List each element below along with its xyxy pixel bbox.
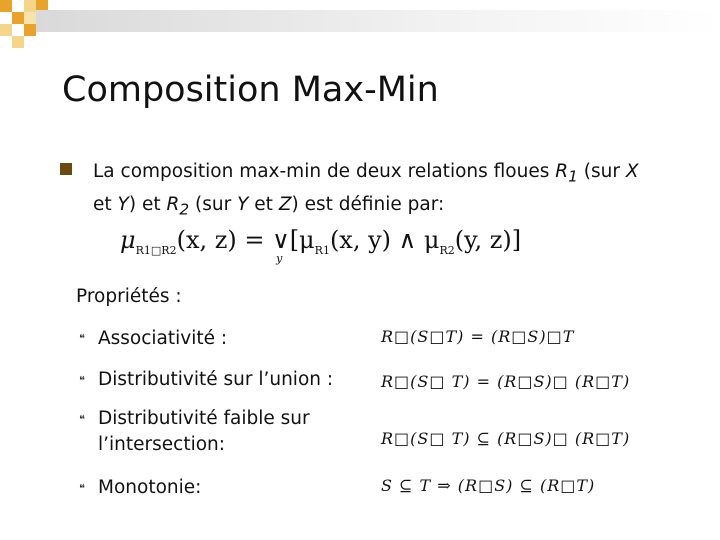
formula-weak-distributivity: R□(S□ T) ⊆ (R□S)□ (R□T) (381, 429, 631, 448)
header-bar (36, 10, 720, 32)
property-distributivity-union: Distributivité sur l’union : (98, 369, 334, 390)
formula-associativity: R□(S□T) = (R□S)□T (381, 327, 575, 346)
properties-heading: Propriétés : (76, 286, 182, 307)
list-bullet-icon: ❝ (79, 332, 85, 345)
formula-monotony: S ⊆ T ⇒ (R□S) ⊆ (R□T) (381, 476, 596, 495)
list-bullet-icon: ❝ (79, 482, 85, 495)
maxmin-formula: $\mu_{R1□R2}(x$, z) = ∨ y [$\mu_{R1}(x$, y) ∧ $\mu_{R2}(y$, z)] (120, 226, 522, 265)
property-associativity: Associativité : (98, 328, 228, 349)
property-weak-distributivity: Distributivité faible sur l’intersection: (98, 408, 310, 455)
square-bullet-icon (60, 163, 72, 175)
list-bullet-icon: ❝ (79, 413, 85, 426)
list-bullet-icon: ❝ (79, 374, 85, 387)
page-title: Composition Max-Min (62, 70, 439, 110)
formula-distributivity-union: R□(S□ T) = (R□S)□ (R□T) (381, 372, 631, 391)
property-monotony: Monotonie: (98, 477, 202, 498)
intro-paragraph: La composition max-min de deux relations floues $R_1$ (sur X et Y) et $R_2$ (sur Y et Z) est définie par: (93, 161, 639, 219)
